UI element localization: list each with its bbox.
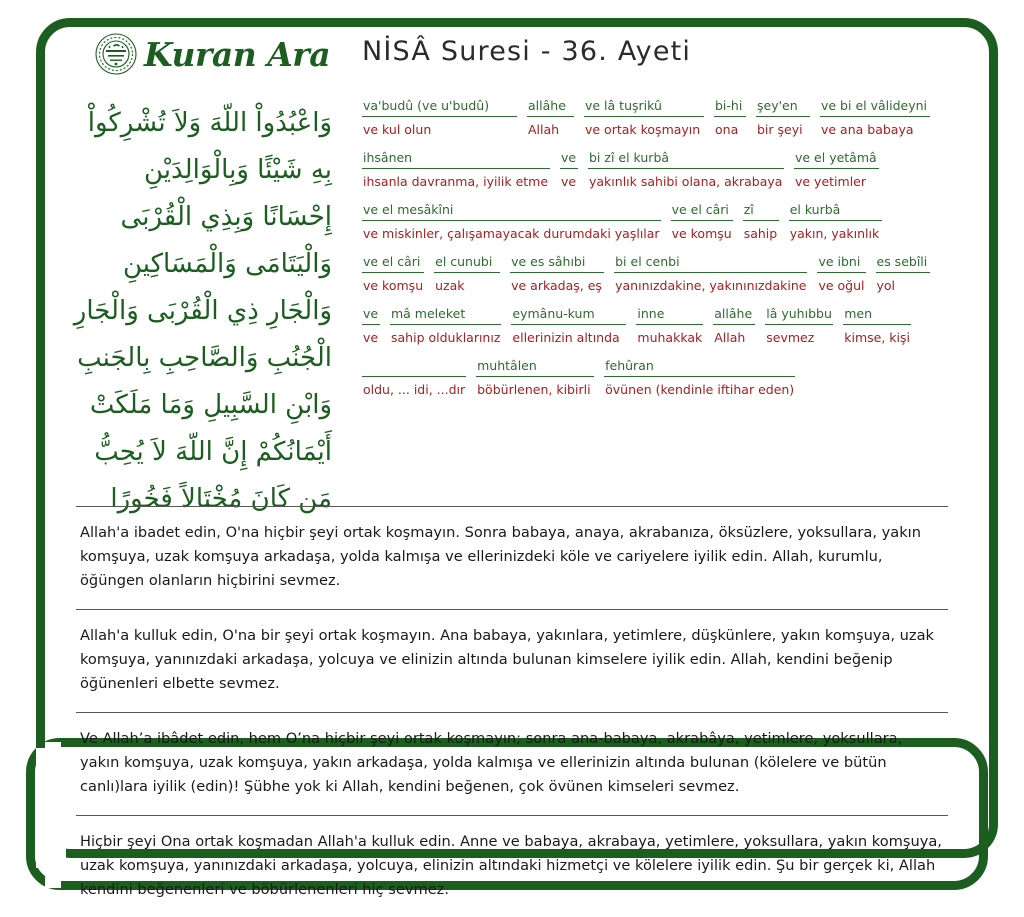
- word-transliteration: eymânu-kum: [511, 306, 626, 325]
- word-meaning: ve ana babaya: [821, 122, 914, 137]
- word-meaning: kimse, kişi: [844, 330, 910, 345]
- word-transliteration: va'budû (ve u'budû): [362, 98, 517, 117]
- word-meaning: sahip: [743, 226, 778, 241]
- word-transliteration: men: [843, 306, 911, 325]
- word-meaning: ve oğul: [818, 278, 865, 293]
- word-meaning: bir şeyi: [757, 122, 803, 137]
- word-meaning: ve yetimler: [795, 174, 867, 189]
- word-meaning: ve komşu: [363, 278, 424, 293]
- arabic-line: الْجُنُبِ وَالصَّاحِبِ بِالجَنبِ: [77, 343, 332, 373]
- word-transliteration: inne: [636, 306, 703, 325]
- word-meaning: sevmez: [766, 330, 815, 345]
- word-transliteration: [362, 358, 466, 377]
- word-meaning: ellerinizin altında: [512, 330, 620, 345]
- word-cell[interactable]: [614, 254, 807, 293]
- arabic-line: أَيْمَانُكُمْ إِنَّ اللّهَ لاَ يُحِبُّ: [94, 437, 332, 467]
- word-by-word-row: [362, 306, 962, 345]
- word-transliteration: ve bi el vâlideyni: [820, 98, 930, 117]
- arabic-line: بِهِ شَيْئًا وَبِالْوَالِدَيْنِ: [144, 155, 332, 185]
- arabic-line: إِحْسَانًا وَبِذِي الْقُرْبَى: [120, 202, 332, 232]
- translation-item: [76, 815, 948, 917]
- word-cell[interactable]: [362, 306, 380, 345]
- word-transliteration: allâhe: [713, 306, 755, 325]
- word-transliteration: el cunubi: [434, 254, 500, 273]
- word-transliteration: ve: [560, 150, 578, 169]
- word-transliteration: ihsânen: [362, 150, 550, 169]
- word-transliteration: ve lâ tuşrikû: [584, 98, 704, 117]
- word-cell[interactable]: [817, 254, 865, 293]
- arabic-line: وَالْجَارِ ذِي الْقُرْبَى وَالْجَارِ: [73, 296, 332, 326]
- site-logo-text: Kuran Ara: [144, 34, 331, 74]
- word-cell[interactable]: [362, 254, 424, 293]
- page-title: NİSÂ Suresi - 36. Ayeti: [362, 36, 692, 67]
- word-meaning: ve: [561, 174, 577, 189]
- word-transliteration: fehûran: [604, 358, 795, 377]
- arabic-verse-text: [40, 100, 332, 523]
- word-cell[interactable]: [604, 358, 795, 397]
- word-cell[interactable]: [390, 306, 501, 345]
- translation-text: Ve Allah’a ibâdet edin, hem O’na hiçbir şeyi ortak koşmayın; sonra ana-babaya, akrabâya, yetimlere, yoksullara, yakın komşuya, uzak komşuya, yakın arkadaşa, yolda kalmışa ve ellerinizin altında bulunan (kölelere ve bütün canlı)lara iyilik (edin)! Şübhe yok ki Allah, kendini beğenen, çok övünen kimseleri sevmez.: [80, 730, 903, 795]
- word-transliteration: ve el yetâmâ: [794, 150, 879, 169]
- word-meaning: böbürlenen, kibirli: [477, 382, 591, 397]
- word-meaning: ve komşu: [671, 226, 732, 241]
- word-transliteration: allâhe: [527, 98, 574, 117]
- word-meaning: muhakkak: [637, 330, 703, 345]
- word-cell[interactable]: [714, 98, 746, 137]
- word-by-word-row: [362, 150, 962, 189]
- translations-list: [76, 506, 948, 917]
- page-header: [0, 30, 1024, 90]
- word-transliteration: bi-hi: [714, 98, 746, 117]
- word-transliteration: ve es sâhıbi: [510, 254, 604, 273]
- word-meaning: ihsanla davranma, iyilik etme: [363, 174, 549, 189]
- word-meaning: yanınızdakine, yakınınızdakine: [615, 278, 807, 293]
- word-cell[interactable]: [362, 358, 466, 397]
- word-cell[interactable]: [765, 306, 833, 345]
- word-transliteration: ve ibni: [817, 254, 865, 273]
- arabic-line: وَاعْبُدُواْ اللّهَ وَلاَ تُشْرِكُواْ: [87, 108, 332, 138]
- word-meaning: Allah: [714, 330, 746, 345]
- word-cell[interactable]: [713, 306, 755, 345]
- word-cell[interactable]: [362, 150, 550, 189]
- site-logo[interactable]: [92, 30, 330, 78]
- translation-item: [76, 712, 948, 815]
- word-meaning: ve miskinler, çalışamayacak durumdaki yaşlılar: [363, 226, 660, 241]
- word-transliteration: bi el cenbi: [614, 254, 807, 273]
- word-cell[interactable]: [756, 98, 810, 137]
- word-cell[interactable]: [636, 306, 703, 345]
- word-meaning: yol: [876, 278, 896, 293]
- word-cell[interactable]: [510, 254, 604, 293]
- arabic-line: وَابْنِ السَّبِيلِ وَمَا مَلَكَتْ: [89, 390, 332, 420]
- word-transliteration: ve el mesâkîni: [362, 202, 661, 221]
- word-cell[interactable]: [876, 254, 930, 293]
- word-meaning: ona: [715, 122, 739, 137]
- word-transliteration: lâ yuhıbbu: [765, 306, 833, 325]
- translation-text: Hiçbir şeyi Ona ortak koşmadan Allah'a kulluk edin. Anne ve babaya, akrabaya, yetimlere, yoksullara, yakın komşuya, uzak komşuya, yanınızdaki arkadaşa, yolcuya, elinizin altındaki hizmetçi ve kölelere iyilik edin. Şu bir gerçek ki, Allah kendini beğenenleri ve böbürlenenleri hiç sevmez.: [80, 833, 942, 898]
- word-cell[interactable]: [362, 202, 661, 241]
- word-meaning: ve arkadaş, eş: [511, 278, 602, 293]
- word-meaning: Allah: [528, 122, 560, 137]
- word-meaning: övünen (kendinle iftihar eden): [605, 382, 795, 397]
- word-transliteration: el kurbâ: [789, 202, 882, 221]
- word-transliteration: ve: [362, 306, 380, 325]
- word-cell[interactable]: [843, 306, 911, 345]
- word-transliteration: zî: [743, 202, 779, 221]
- word-meaning: ve kul olun: [363, 122, 432, 137]
- word-cell[interactable]: [588, 150, 784, 189]
- word-transliteration: bi zî el kurbâ: [588, 150, 784, 169]
- translation-item: [76, 609, 948, 712]
- word-by-word-row: [362, 202, 962, 241]
- word-meaning: ve: [363, 330, 379, 345]
- word-by-word-row: [362, 358, 962, 397]
- word-cell[interactable]: [511, 306, 626, 345]
- word-cell[interactable]: [434, 254, 500, 293]
- word-meaning: sahip olduklarınız: [391, 330, 501, 345]
- word-transliteration: şey'en: [756, 98, 810, 117]
- word-meaning: yakınlık sahibi olana, akrabaya: [589, 174, 783, 189]
- word-by-word-row: [362, 254, 962, 293]
- translation-item: [76, 506, 948, 609]
- word-transliteration: muhtâlen: [476, 358, 594, 377]
- word-transliteration: ve el câri: [671, 202, 733, 221]
- word-cell[interactable]: [743, 202, 779, 241]
- quran-calligraphy-emblem-icon: [92, 30, 140, 78]
- word-transliteration: mâ meleket: [390, 306, 501, 325]
- word-cell[interactable]: [820, 98, 930, 137]
- word-transliteration: es sebîli: [876, 254, 930, 273]
- word-cell[interactable]: [671, 202, 733, 241]
- word-meaning: uzak: [435, 278, 465, 293]
- word-cell[interactable]: [789, 202, 882, 241]
- word-by-word-row: [362, 98, 962, 137]
- translation-text: Allah'a kulluk edin, O'na bir şeyi ortak koşmayın. Ana babaya, yakınlara, yetimlere, düşkünlere, yakın komşuya, uzak komşuya, yanınızdaki arkadaşa, yolcuya ve elinizin altında bulunan kimselere iyilik edin. Allah, kendini beğenip öğünenleri elbette sevmez.: [80, 627, 934, 692]
- word-cell[interactable]: [584, 98, 704, 137]
- word-cell[interactable]: [476, 358, 594, 397]
- word-cell[interactable]: [560, 150, 578, 189]
- translation-text: Allah'a ibadet edin, O'na hiçbir şeyi ortak koşmayın. Sonra babaya, anaya, akrabanıza, öksüzlere, yoksullara, yakın komşuya, uzak komşuya arkadaşa, yolda kalmışa ve ellerinizdeki köle ve cariyelere iyilik edin. Allah, kurumlu, öğüngen olanların hiçbirini sevmez.: [80, 524, 921, 589]
- word-meaning: oldu, ... idi, ...dır: [363, 382, 466, 397]
- word-by-word-table: [362, 98, 962, 410]
- word-meaning: yakın, yakınlık: [789, 226, 880, 241]
- word-meaning: ve ortak koşmayın: [585, 122, 701, 137]
- word-cell[interactable]: [794, 150, 879, 189]
- word-cell[interactable]: [362, 98, 517, 137]
- arabic-line: وَالْيَتَامَى وَالْمَسَاكِينِ: [122, 249, 332, 279]
- word-transliteration: ve el câri: [362, 254, 424, 273]
- word-cell[interactable]: [527, 98, 574, 137]
- arabic-line: مَن كَانَ مُخْتَالاً فَخُورًا: [110, 484, 332, 514]
